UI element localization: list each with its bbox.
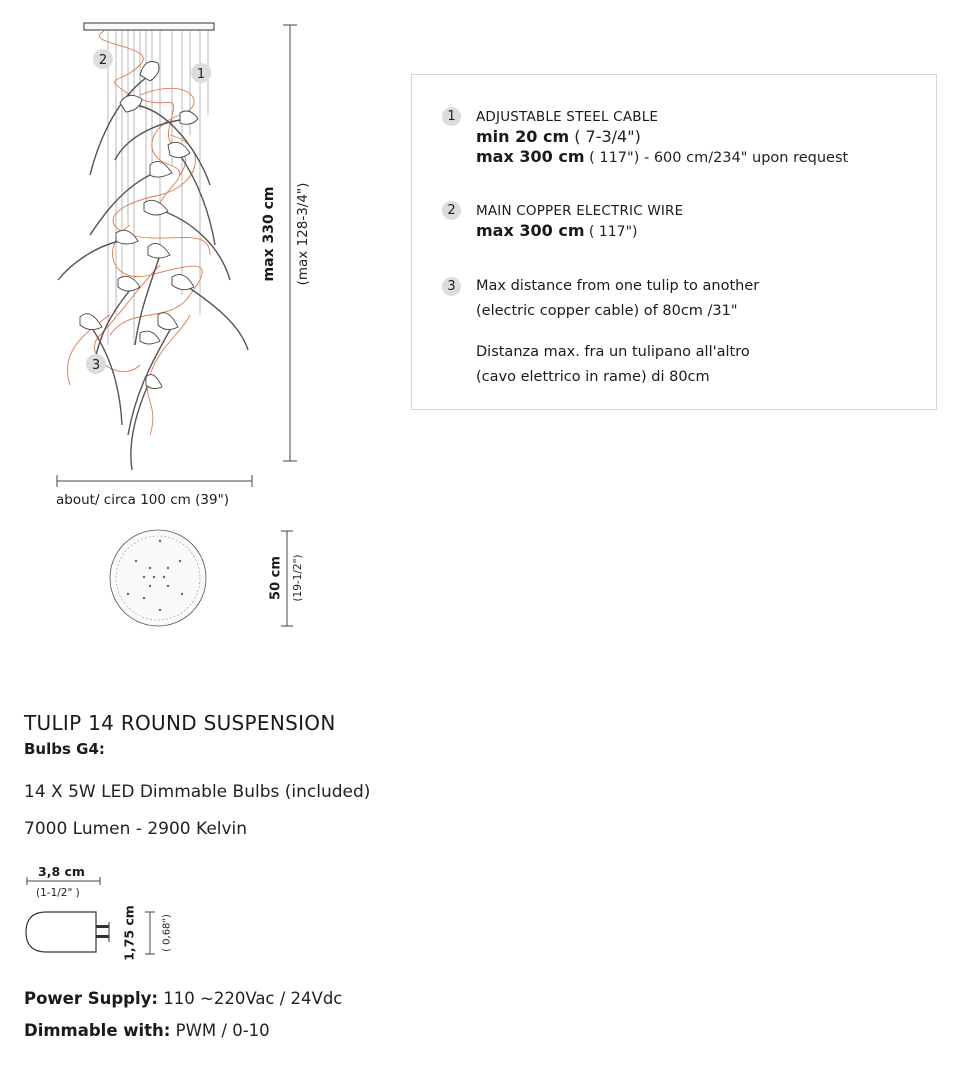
- height-label-imperial: (max 128-3/4"): [295, 182, 311, 286]
- dimmable-with: [24, 1021, 270, 1040]
- spec-number: 3: [442, 277, 461, 296]
- callout-2: [93, 49, 113, 69]
- tulip-head: [120, 95, 142, 112]
- spec-max-detail: ( 117") - 600 cm/234" upon request: [584, 150, 849, 166]
- bulb-width-dimension: [26, 876, 102, 886]
- tulip-head: [146, 375, 162, 389]
- spec-max: max 300 cm: [476, 147, 585, 166]
- canopy-label-imperial: (19-1/2"): [292, 554, 304, 602]
- spec-number: 2: [442, 201, 461, 220]
- dimmable-value: PWM / 0-10: [170, 1021, 270, 1040]
- spec-line: Distanza max. fra un tulipano all'altro: [476, 344, 750, 360]
- svg-text:1: 1: [196, 67, 206, 82]
- bulb-height-label-imperial: ( 0,68"): [161, 914, 173, 952]
- power-supply-value: 110 ~220Vac / 24Vdc: [158, 989, 343, 1008]
- bulb-height-label: 1,75 cm: [121, 905, 137, 961]
- spec-line: (electric copper cable) of 80cm /31": [476, 303, 738, 319]
- bulb-height-dimension: [144, 911, 156, 955]
- width-label: about/ circa 100 cm (39"): [56, 492, 230, 508]
- spec-line: Max distance from one tulip to another: [476, 278, 760, 294]
- tulip-head: [116, 230, 138, 244]
- svg-text:2: 2: [98, 53, 108, 68]
- callout-1: [191, 63, 211, 83]
- copper-wires: [67, 31, 210, 435]
- spec-title: MAIN COPPER ELECTRIC WIRE: [476, 203, 684, 219]
- tulip-head: [158, 313, 178, 330]
- lumen-line: 7000 Lumen - 2900 Kelvin: [24, 819, 248, 839]
- bulbs-line: 14 X 5W LED Dimmable Bulbs (included): [24, 782, 371, 802]
- tulip-head: [118, 276, 140, 291]
- tulip-heads: [80, 62, 198, 389]
- width-dimension-line: [55, 474, 255, 488]
- power-supply-label: Power Supply:: [24, 989, 159, 1008]
- bulbs-heading: Bulbs G4:: [24, 740, 105, 758]
- tulip-head: [80, 314, 102, 330]
- tulip-head: [150, 161, 172, 177]
- height-label: max 330 cm: [261, 186, 277, 282]
- canopy-top-view: [108, 528, 208, 628]
- tulip-head: [168, 142, 190, 157]
- spec-max-imperial: ( 117"): [584, 224, 638, 240]
- tulip-suspension-drawing: [40, 15, 320, 485]
- spec-max: max 300 cm: [476, 221, 585, 240]
- tulip-head: [148, 243, 170, 258]
- spec-line: (cavo elettrico in rame) di 80cm: [476, 369, 710, 385]
- tulip-head: [180, 111, 198, 124]
- tulip-head: [144, 200, 168, 215]
- spec-min-imperial: ( 7-3/4"): [569, 127, 641, 146]
- spec-title: ADJUSTABLE STEEL CABLE: [476, 109, 659, 125]
- bulb-width-label-imperial: (1-1/2" ): [36, 887, 80, 899]
- product-title: TULIP 14 ROUND SUSPENSION: [24, 711, 336, 735]
- canopy-label: 50 cm: [268, 556, 284, 600]
- tulip-head: [140, 331, 160, 344]
- svg-text:3: 3: [91, 358, 101, 373]
- spec-box: [411, 74, 937, 410]
- bulb-width-label: 3,8 cm: [38, 864, 85, 879]
- tulip-head: [140, 62, 159, 82]
- spec-min: min 20 cm: [476, 127, 570, 146]
- power-supply: [24, 989, 342, 1008]
- dimmable-label: Dimmable with:: [24, 1021, 171, 1040]
- callout-3: [86, 354, 106, 374]
- spec-number: 1: [442, 107, 461, 126]
- tulip-head: [172, 275, 194, 290]
- canopy-plate: [84, 23, 214, 30]
- bulb-drawing: [24, 910, 119, 954]
